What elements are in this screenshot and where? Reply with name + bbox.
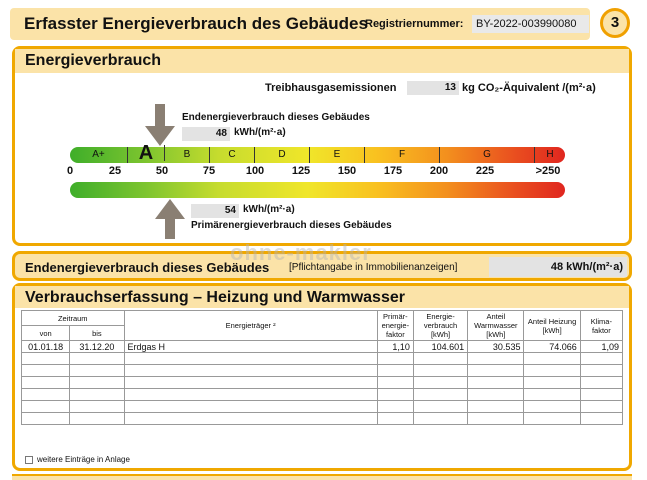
cell-warm-water: 30.535 <box>468 341 524 353</box>
table-row-empty <box>22 365 623 377</box>
arrow-up-icon <box>155 199 185 239</box>
table-row-empty <box>22 377 623 389</box>
class-label: B <box>165 147 210 163</box>
class-label: E <box>310 147 365 163</box>
page-title: Erfasster Energieverbrauch des Gebäudes <box>24 14 368 33</box>
col-header-climate: Klima-faktor <box>580 311 622 341</box>
ghg-unit: kg CO₂-Äquivalent /(m²·a) <box>462 82 596 94</box>
scale-tick: 75 <box>202 165 216 177</box>
scale-tick: 150 <box>337 165 357 177</box>
table-row-empty <box>22 401 623 413</box>
col-header-primary-factor: Primär-energie-faktor <box>377 311 413 341</box>
watermark: ohne-makler <box>230 240 372 265</box>
table-row <box>22 341 623 353</box>
end-energy-summary-value: 48 kWh/(m²·a) <box>489 257 627 277</box>
arrow-down-icon <box>145 104 175 146</box>
scale-tick: 175 <box>383 165 403 177</box>
class-label: D <box>255 147 310 163</box>
end-energy-summary-note: [Pflichtangabe in Immobilienanzeigen] <box>289 262 458 273</box>
class-label: F <box>365 147 440 163</box>
efficiency-scale-bottom <box>70 182 565 198</box>
consumption-table <box>21 310 623 425</box>
energy-section-title: Energieverbrauch <box>15 49 629 73</box>
scale-tick: 225 <box>475 165 495 177</box>
col-header-heating: Anteil Heizung [kWh] <box>524 311 580 341</box>
primary-energy-value: 54 <box>191 204 239 218</box>
page-number-badge: 3 <box>600 8 630 38</box>
cell-carrier: Erdgas H <box>124 341 377 353</box>
cell-primary-factor: 1,10 <box>377 341 413 353</box>
scale-tick: 200 <box>429 165 449 177</box>
scale-tick: 25 <box>108 165 122 177</box>
scale-tick: 50 <box>155 165 169 177</box>
table-row-empty <box>22 413 623 425</box>
scale-tick: >250 <box>535 165 561 177</box>
consumption-section <box>12 283 632 471</box>
ghg-label: Treibhausgasemissionen <box>265 82 397 94</box>
efficiency-scale-top <box>70 142 565 164</box>
scale-tick: 125 <box>291 165 311 177</box>
registry-number: BY-2022-003990080 <box>472 15 589 33</box>
table-row-empty <box>22 353 623 365</box>
cell-climate: 1,09 <box>580 341 622 353</box>
primary-energy-unit: kWh/(m²·a) <box>243 204 295 215</box>
col-header-to: bis <box>70 326 124 341</box>
more-entries <box>25 455 130 464</box>
cell-energy: 104.601 <box>413 341 467 353</box>
class-label: A+ <box>70 147 128 163</box>
registry-label: Registriernummer: <box>365 18 464 30</box>
end-energy-summary-label: Endenergieverbrauch dieses Gebäudes <box>25 260 270 275</box>
cell-heating: 74.066 <box>524 341 580 353</box>
scale-tick: 0 <box>66 165 74 177</box>
cell-to: 31.12.20 <box>70 341 124 353</box>
col-header-from: von <box>22 326 70 341</box>
primary-energy-label: Primärenergieverbrauch dieses Gebäudes <box>191 220 392 231</box>
end-energy-unit: kWh/(m²·a) <box>234 127 286 138</box>
table-row-empty <box>22 389 623 401</box>
end-energy-value: 48 <box>182 127 230 141</box>
energy-section <box>12 46 632 246</box>
scale-tick: 100 <box>245 165 265 177</box>
col-header-warm-water: Anteil Warmwasser [kWh] <box>468 311 524 341</box>
more-entries-label: weitere Einträge in Anlage <box>37 455 130 464</box>
col-header-period: Zeitraum <box>22 311 125 326</box>
end-energy-label: Endenergieverbrauch dieses Gebäudes <box>182 112 370 123</box>
class-label: H <box>546 149 554 160</box>
class-label-active: A <box>128 145 165 161</box>
ghg-value: 13 <box>407 81 459 95</box>
col-header-carrier: Energieträger ² <box>124 311 377 341</box>
class-label: C <box>210 147 255 163</box>
cell-from: 01.01.18 <box>22 341 70 353</box>
col-header-energy: Energie-verbrauch [kWh] <box>413 311 467 341</box>
next-section-edge <box>12 474 632 480</box>
more-entries-checkbox[interactable] <box>25 456 33 464</box>
header-bar <box>10 8 590 40</box>
class-label: G <box>440 147 535 163</box>
consumption-section-title: Verbrauchserfassung – Heizung und Warmwasser <box>15 286 629 308</box>
